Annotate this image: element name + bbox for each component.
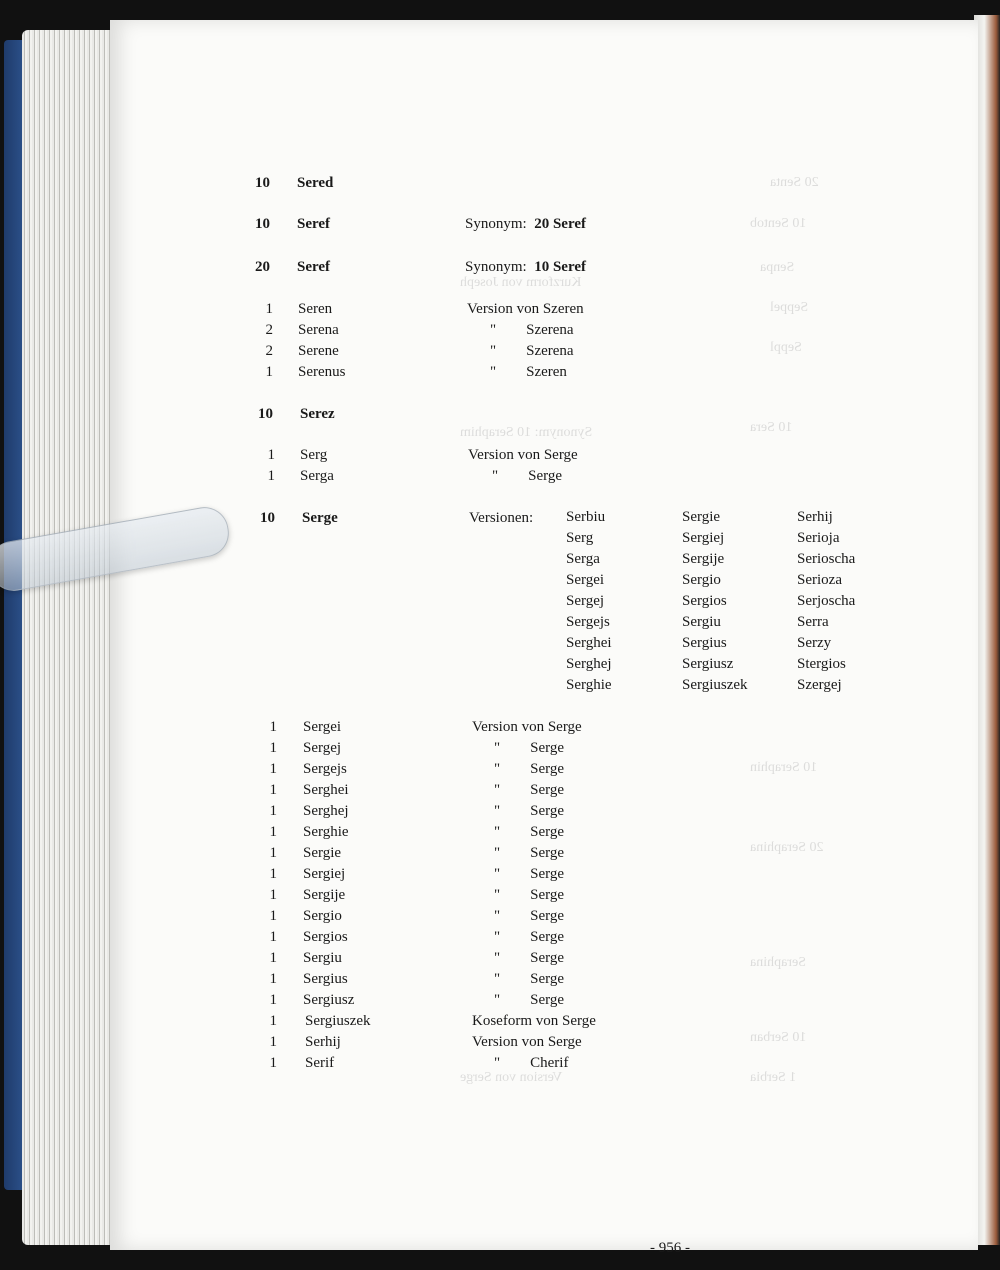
entry-description: " Serge: [494, 824, 565, 840]
entry-description: " Serge: [494, 950, 565, 966]
entry-name: Sergejs: [303, 761, 347, 777]
entry-name: Sergei: [303, 719, 342, 735]
entry-description: " Serge: [494, 761, 565, 777]
entry-count: 1: [265, 364, 273, 380]
bleed-through-text: 20 Senta 10 Sentob Senpa Kurzform von Joseph Seppel Seppl 10 Sera Synonym: 10 Seraphim 10 Seraphin 20 Seraphina Seraphina 10 Serban 1 Serbia Version von Serge: [460, 175, 824, 1085]
entry-description: " Serge: [494, 971, 565, 987]
entry-description: Version von Serge: [472, 1034, 582, 1050]
entry-description: " Serge: [494, 782, 565, 798]
entry-count: 1: [269, 866, 277, 882]
version-name: Serg: [566, 530, 594, 546]
version-name: Serga: [566, 551, 600, 567]
entry-count: 1: [269, 845, 277, 861]
version-name: Serzy: [797, 635, 832, 651]
entry-name: Seren: [298, 301, 333, 317]
entry-description: " Serge: [494, 887, 565, 903]
entry-name: Sergiu: [303, 950, 342, 966]
version-name: Szergej: [797, 677, 842, 693]
entry-name: Sergej: [303, 740, 342, 756]
entry-description: " Serge: [494, 845, 565, 861]
entry-description: " Serge: [492, 468, 563, 484]
version-name: Serbiu: [566, 509, 606, 525]
entry-count: 1: [269, 803, 277, 819]
entry-name: Serghej: [303, 803, 349, 819]
entry-description: Synonym: 20 Seref: [465, 216, 586, 232]
dictionary-entries: [110, 20, 978, 1250]
entry-count: 2: [265, 343, 273, 359]
entry-description: Version von Serge: [468, 447, 578, 463]
entry-count: 1: [269, 992, 277, 1008]
entry-count: 1: [269, 950, 277, 966]
version-name: Serioscha: [797, 551, 856, 567]
entry-count: 1: [269, 971, 277, 987]
version-name: Sergiusz: [682, 656, 734, 672]
entry-description: Versionen:: [469, 510, 534, 526]
versions-column: [682, 507, 748, 696]
entry-count: 10: [255, 175, 270, 191]
entry-name: Serg: [300, 447, 328, 463]
entry-name: Serene: [298, 343, 339, 359]
entry-name: Serif: [305, 1055, 335, 1071]
entry-description: Synonym: 10 Seref: [465, 259, 586, 275]
version-name: Sergiu: [682, 614, 721, 630]
entry-description: Version von Szeren: [467, 301, 584, 317]
entry-count: 1: [265, 301, 273, 317]
entry-name: Sergio: [303, 908, 342, 924]
entry-description: " Cherif: [494, 1055, 569, 1071]
entry-count: 10: [255, 216, 270, 232]
entry-count: 1: [267, 447, 275, 463]
entry-name: Sered: [297, 175, 334, 191]
entry-description: " Szeren: [490, 364, 567, 380]
entry-name: Serghie: [303, 824, 349, 840]
entry-count: 1: [269, 740, 277, 756]
entry-count: 1: [267, 468, 275, 484]
entry-name: Serenus: [298, 364, 346, 380]
entry-count: 1: [269, 887, 277, 903]
entry-description: " Serge: [494, 740, 565, 756]
version-name: Sergio: [682, 572, 721, 588]
entry-count: 20: [255, 259, 270, 275]
version-name: Sergiuszek: [682, 677, 748, 693]
versions-column: [566, 507, 612, 696]
entry-count: 1: [269, 1055, 277, 1071]
entry-description: " Szerena: [490, 343, 574, 359]
book-page: [110, 20, 978, 1256]
entry-description: " Serge: [494, 803, 565, 819]
entry-name: Seref: [297, 216, 331, 232]
version-name: Sergejs: [566, 614, 610, 630]
version-name: Sergie: [682, 509, 721, 525]
entry-name: Sergiusz: [303, 992, 355, 1008]
version-name: Serghie: [566, 677, 612, 693]
entry-name: Sergius: [303, 971, 348, 987]
entry-count: 1: [269, 1034, 277, 1050]
versions-column: [797, 507, 855, 696]
entry-description: Version von Serge: [472, 719, 582, 735]
entry-description: " Serge: [494, 866, 565, 882]
entry-name: Serhij: [305, 1034, 341, 1050]
version-name: Stergios: [797, 656, 846, 672]
entry-count: 10: [258, 406, 273, 422]
entry-name: Sergiuszek: [305, 1013, 371, 1029]
version-name: Sergije: [682, 551, 725, 567]
version-name: Serghej: [566, 656, 612, 672]
page-number: - 956 -: [650, 1240, 690, 1256]
entry-name: Sergiej: [303, 866, 346, 882]
entry-description: " Serge: [494, 929, 565, 945]
entry-count: 1: [269, 761, 277, 777]
version-name: Serra: [797, 614, 829, 630]
version-name: Serioja: [797, 530, 840, 546]
version-name: Sergius: [682, 635, 727, 651]
entry-count: 1: [269, 929, 277, 945]
version-name: Sergej: [566, 593, 605, 609]
page-stack-edges: [22, 30, 122, 1245]
entry-description: " Szerena: [490, 322, 574, 338]
entry-name: Serge: [302, 510, 338, 526]
entry-name: Serena: [298, 322, 339, 338]
entry-count: 1: [269, 1013, 277, 1029]
entry-count: 2: [265, 322, 273, 338]
entry-name: Seref: [297, 259, 331, 275]
entry-name: Sergije: [303, 887, 346, 903]
entry-description: " Serge: [494, 992, 565, 1008]
version-name: Serioza: [797, 572, 842, 588]
entry-count: 1: [269, 824, 277, 840]
entry-count: 1: [269, 719, 277, 735]
entry-count: 1: [269, 782, 277, 798]
version-name: Serghei: [566, 635, 612, 651]
version-name: Serhij: [797, 509, 833, 525]
version-name: Serjoscha: [797, 593, 856, 609]
version-name: Sergios: [682, 593, 727, 609]
entry-count: 1: [269, 908, 277, 924]
entry-count: 10: [260, 510, 275, 526]
entry-description: Koseform von Serge: [472, 1013, 596, 1029]
entry-description: " Serge: [494, 908, 565, 924]
version-name: Sergei: [566, 572, 605, 588]
entry-name: Serghei: [303, 782, 349, 798]
entry-name: Sergie: [303, 845, 342, 861]
version-name: Sergiej: [682, 530, 725, 546]
entry-name: Sergios: [303, 929, 348, 945]
entry-name: Serga: [300, 468, 334, 484]
entry-name: Serez: [300, 406, 335, 422]
